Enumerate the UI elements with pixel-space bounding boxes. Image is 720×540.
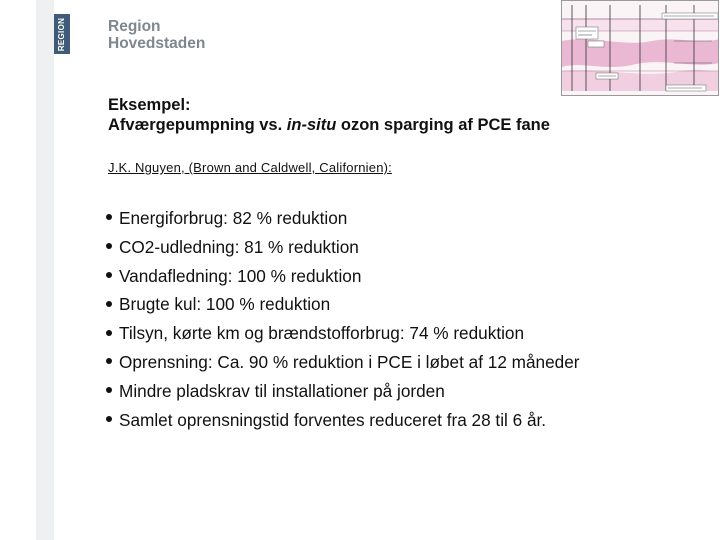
logo-line-2: Hovedstaden [108, 35, 206, 52]
bullet-icon [106, 301, 112, 307]
bullet-icon [106, 330, 112, 336]
bullet-icon [106, 214, 112, 220]
title-line-2-prefix: Afværgepumpning vs. [108, 116, 287, 134]
bullet-list [106, 204, 580, 434]
bullet-icon [106, 358, 112, 364]
region-logo-mark [54, 14, 70, 54]
bullet-text: Brugte kul: 100 % reduktion [119, 294, 331, 315]
slide-title [108, 95, 550, 135]
bullet-icon [106, 243, 112, 249]
bullet-text: CO2-udledning: 81 % reduktion [119, 236, 359, 257]
title-line-2 [108, 115, 550, 135]
list-item [106, 377, 580, 406]
list-item [106, 290, 580, 319]
list-item [106, 233, 580, 262]
logo-line-1: Region [108, 18, 161, 35]
list-item [106, 262, 580, 291]
bullet-text: Mindre pladskrav til installationer på jorden [119, 380, 445, 401]
region-logo-wordmark [108, 18, 205, 52]
logo-vertical-text: REGION [57, 17, 67, 51]
bullet-text: Tilsyn, kørte km og brændstofforbrug: 74 % reduktion [119, 323, 525, 344]
list-item [106, 348, 580, 377]
bullet-text: Vandafledning: 100 % reduktion [119, 265, 362, 286]
cross-section-diagram [561, 0, 719, 96]
source-citation: J.K. Nguyen, (Brown and Caldwell, Californien): [108, 160, 392, 175]
bullet-icon [106, 416, 112, 422]
list-item [106, 319, 580, 348]
list-item [106, 406, 580, 435]
bullet-text: Samlet oprensningstid forventes reduceret fra 28 til 6 år. [119, 409, 547, 430]
title-line-1: Eksempel: [108, 96, 191, 114]
bullet-text: Oprensning: Ca. 90 % reduktion i PCE i løbet af 12 måneder [119, 351, 580, 372]
list-item [106, 204, 580, 233]
bullet-text: Energiforbrug: 82 % reduktion [119, 208, 348, 228]
title-line-2-italic: in-situ [286, 116, 337, 134]
title-line-2-suffix: ozon sparging af PCE fane [336, 116, 550, 134]
bullet-icon [106, 272, 112, 278]
bullet-icon [106, 387, 112, 393]
cross-section-illustration [562, 1, 719, 96]
left-decorative-band [36, 0, 54, 540]
